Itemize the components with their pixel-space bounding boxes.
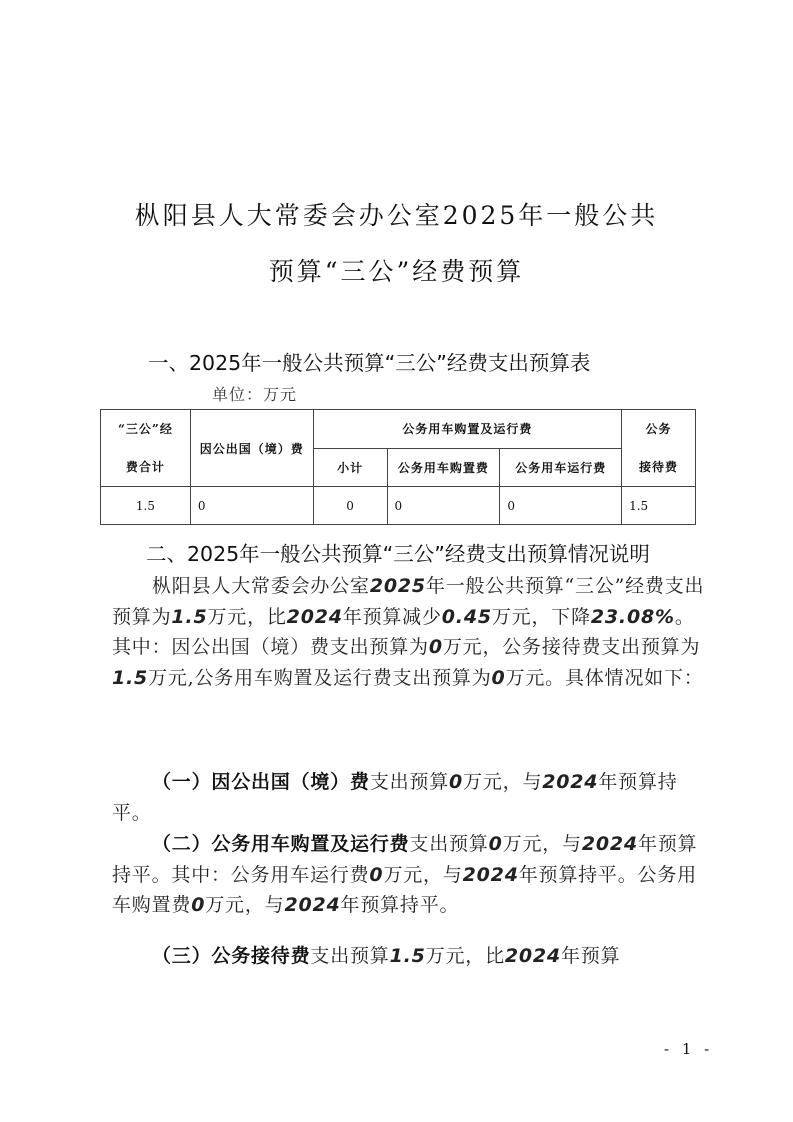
table-row: [101, 487, 696, 525]
paragraph-item2: （二）公务用车购置及运行费支出预算0万元，与2024年预算持平。其中：公务用车运行费0万元，与2024年预算持平。公务用车购置费0万元，与2024年预算持平。: [112, 833, 698, 916]
page-number: - 1 -: [664, 1040, 714, 1058]
header-abroad: 因公出国（境）费: [190, 410, 313, 487]
header-vehicle-group: 公务用车购置及运行费: [313, 410, 621, 449]
unit-label: 单位：万元: [212, 385, 298, 404]
header-subtotal: 小计: [313, 448, 387, 487]
section1-heading: 一、2025年一般公共预算“三公”经费支出预算表: [148, 351, 591, 375]
section2-heading: 二、2025年一般公共预算“三公”经费支出预算情况说明: [146, 542, 650, 566]
paragraph-summary: 枞阳县人大常委会办公室2025年一般公共预算“三公”经费支出预算为1.5万元，比2024年预算减少0.45万元，下降23.08%。其中：因公出国（境）费支出预算为0万元，公务接待费支出预算为1.5万元,公务用车购置及运行费支出预算为0万元。具体情况如下：: [112, 575, 705, 689]
document-title-line2: 预算“三公”经费预算: [268, 257, 525, 286]
table-header-row-1: [101, 410, 696, 449]
cell-vehicle-purchase: 0: [387, 487, 500, 525]
item2-heading: （二）公务用车购置及运行费: [152, 833, 410, 855]
cell-vehicle-operation: 0: [500, 487, 622, 525]
item1-heading: （一）因公出国（境）费: [152, 771, 370, 793]
budget-table: [100, 409, 696, 525]
cell-subtotal: 0: [313, 487, 387, 525]
cell-reception: 1.5: [622, 487, 696, 525]
cell-total: 1.5: [101, 487, 191, 525]
header-vehicle-operation: 公务用车运行费: [500, 448, 622, 487]
header-reception: 公务 接待费: [622, 410, 696, 487]
document-title-line1: 枞阳县人大常委会办公室2025年一般公共: [134, 201, 659, 230]
paragraph-item1: （一）因公出国（境）费支出预算0万元，与2024年预算持平。: [112, 771, 678, 824]
header-vehicle-purchase: 公务用车购置费: [387, 448, 500, 487]
paragraph-item3: （三）公务接待费支出预算1.5万元，比2024年预算: [152, 945, 621, 967]
cell-abroad: 0: [190, 487, 313, 525]
header-total: “三公”经 费合计: [101, 410, 191, 487]
item3-heading: （三）公务接待费: [152, 945, 311, 967]
